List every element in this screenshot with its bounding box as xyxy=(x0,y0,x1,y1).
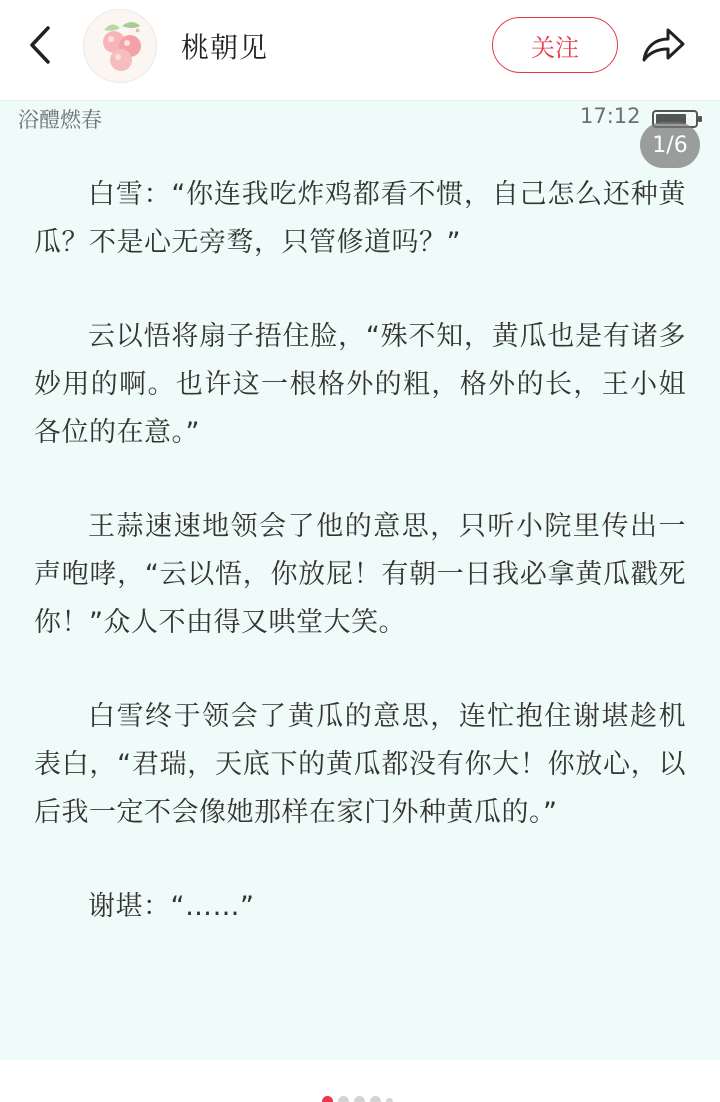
paragraph: 白雪终于领会了黄瓜的意思，连忙抱住谢堪趁机表白，“君瑞，天底下的黄瓜都没有你大！你放心，以后我一定不会像她那样在家门外种黄瓜的。” xyxy=(34,701,686,828)
page-dot-active[interactable] xyxy=(322,1096,333,1102)
page-dots xyxy=(322,1096,393,1102)
back-button[interactable] xyxy=(22,22,62,68)
paragraph: 云以悟将扇子捂住脸，“殊不知，黄瓜也是有诸多妙用的啊。也许这一根格外的粗，格外的长，王小姐各位的在意。” xyxy=(34,321,686,448)
paragraph: 王蒜速速地领会了他的意思，只听小院里传出一声咆哮，“云以悟，你放屁！有朝一日我必拿黄瓜戳死你！”众人不由得又哄堂大笑。 xyxy=(34,511,686,638)
page-dot[interactable] xyxy=(338,1096,349,1102)
chapter-text xyxy=(34,171,686,977)
paragraph: 白雪：“你连我吃炸鸡都看不惯，自己怎么还种黄瓜？不是心无旁骛，只管修道吗？” xyxy=(34,179,686,258)
book-title: 浴醴燃春 xyxy=(18,108,102,132)
share-button[interactable] xyxy=(636,22,688,68)
follow-button[interactable] xyxy=(492,17,618,73)
bottom-bar xyxy=(0,1060,720,1102)
follow-button-label: 关注 xyxy=(531,33,579,62)
top-bar xyxy=(0,0,720,100)
author-name[interactable]: 桃朝见 xyxy=(181,31,269,64)
paragraph: 谢堪：“……” xyxy=(88,891,255,922)
page-dot[interactable] xyxy=(370,1096,381,1102)
page-dot[interactable] xyxy=(386,1098,393,1102)
page-indicator xyxy=(640,122,700,168)
peach-avatar-icon xyxy=(84,10,157,83)
chevron-left-icon xyxy=(22,22,62,68)
share-arrow-icon xyxy=(636,22,688,68)
reader-page[interactable] xyxy=(0,100,720,1060)
status-time: 17:12 xyxy=(580,104,641,128)
author-avatar[interactable] xyxy=(83,9,157,83)
page-dot[interactable] xyxy=(354,1096,365,1102)
page-indicator-text: 1/6 xyxy=(652,132,688,158)
